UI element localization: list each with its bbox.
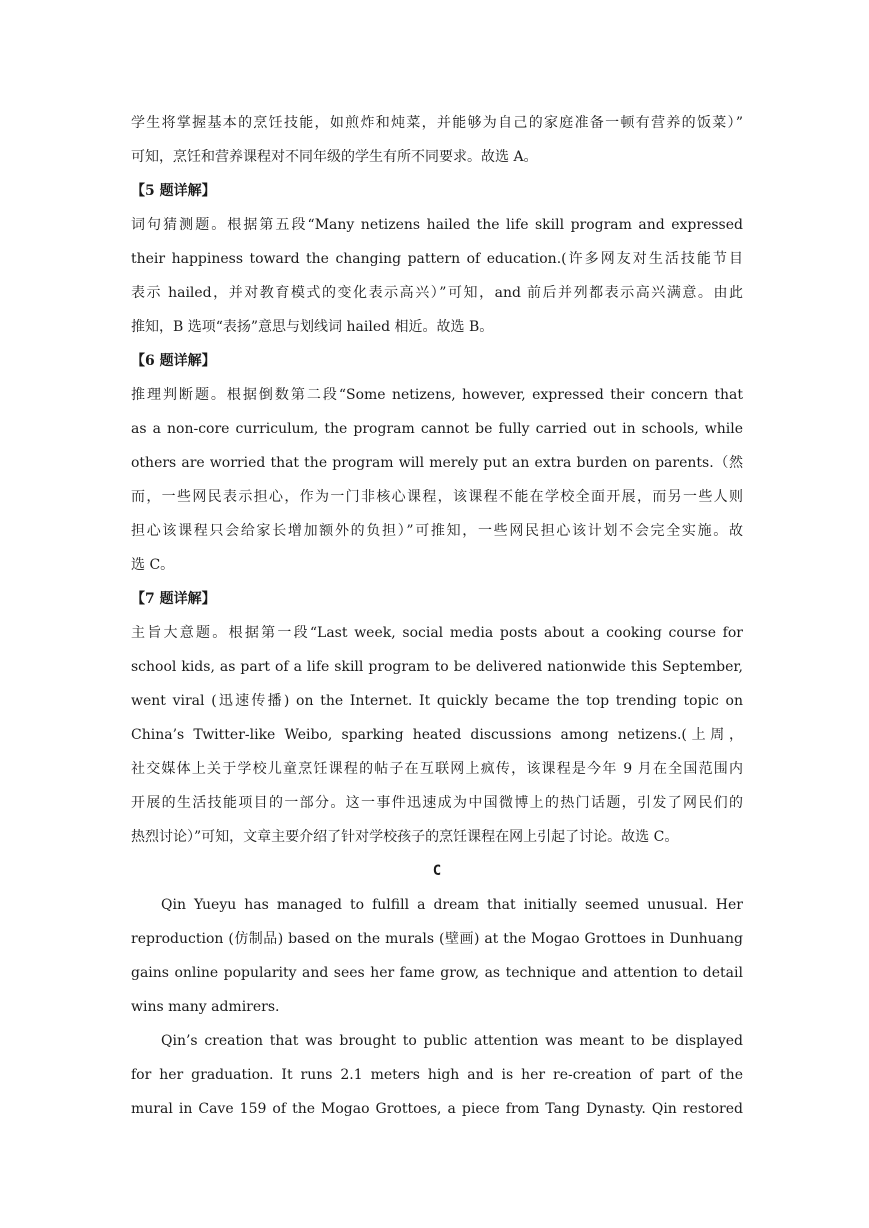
text-line: as a non-core curriculum, the program cannot be fully carried out in schools, while	[131, 421, 743, 437]
text-line: 可知，烹饪和营养课程对不同年级的学生有所不同要求。故选 A。	[131, 149, 538, 165]
text-line: 表示 hailed，并对教育模式的变化表示高兴）”可知，and 前后并列都表示高兴满意。由此	[131, 285, 743, 301]
section-c-title: C	[432, 863, 442, 879]
text-line: Qin Yueyu has managed to fulfill a dream that initially seemed unusual. Her	[161, 897, 743, 913]
text-line: 社交媒体上关于学校儿童烹饪课程的帖子在互联网上疯传，该课程是今年 9 月在全国范围内	[131, 761, 743, 777]
text-line: reproduction (仿制品) based on the murals (壁画) at the Mogao Grottoes in Dunhuang	[131, 931, 743, 947]
text-line: Qin’s creation that was brought to public attention was meant to be displayed	[161, 1033, 743, 1049]
q5-heading: 【5 题详解】	[131, 183, 216, 199]
text-line: 热烈讨论）”可知，文章主要介绍了针对学校孩子的烹饪课程在网上引起了讨论。故选 C。	[131, 829, 679, 845]
text-line: gains online popularity and sees her fame grow, as technique and attention to detail	[131, 965, 743, 981]
text-line: their happiness toward the changing pattern of education.(许多网友对生活技能节目	[131, 251, 743, 267]
text-line: 主旨大意题。根据第一段“Last week, social media posts about a cooking course for	[131, 625, 743, 641]
text-line: 而，一些网民表示担心，作为一门非核心课程，该课程不能在学校全面开展，而另一些人则	[131, 489, 743, 505]
text-line: went viral (迅速传播) on the Internet. It quickly became the top trending topic on	[131, 693, 743, 709]
text-line: 词句猜测题。根据第五段“Many netizens hailed the life skill program and expressed	[131, 217, 743, 233]
text-line: 开展的生活技能项目的一部分。这一事件迅速成为中国微博上的热门话题，引发了网民们的	[131, 795, 743, 811]
text-line: China’s Twitter-like Weibo, sparking heated discussions among netizens.(上周，	[131, 727, 743, 743]
document-page	[131, 106, 743, 1126]
text-line: for her graduation. It runs 2.1 meters high and is her re-creation of part of the	[131, 1067, 743, 1083]
text-line: wins many admirers.	[131, 999, 280, 1015]
text-line: 选 C。	[131, 557, 175, 573]
text-line: mural in Cave 159 of the Mogao Grottoes, a piece from Tang Dynasty. Qin restored	[131, 1101, 743, 1117]
text-line: 推理判断题。根据倒数第二段“Some netizens, however, expressed their concern that	[131, 387, 743, 403]
text-line: 推知，B 选项“表扬”意思与划线词 hailed 相近。故选 B。	[131, 319, 494, 335]
q6-heading: 【6 题详解】	[131, 353, 216, 369]
q7-heading: 【7 题详解】	[131, 591, 216, 607]
text-line: school kids, as part of a life skill program to be delivered nationwide this September,	[131, 659, 743, 675]
text-line: others are worried that the program will merely put an extra burden on parents.（然	[131, 455, 743, 471]
text-line: 学生将掌握基本的烹饪技能，如煎炸和炖菜，并能够为自己的家庭准备一顿有营养的饭菜）”	[131, 115, 743, 131]
text-line: 担心该课程只会给家长增加额外的负担）”可推知，一些网民担心该计划不会完全实施。故	[131, 523, 743, 539]
